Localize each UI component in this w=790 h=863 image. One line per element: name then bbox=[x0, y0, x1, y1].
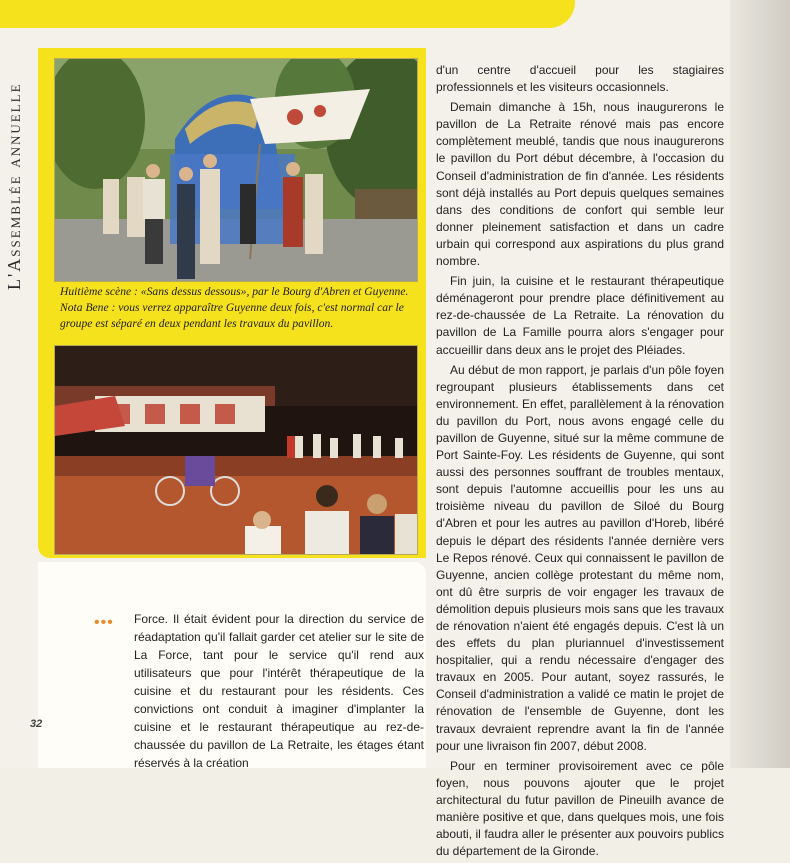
section-title: L'Assemblée annuelle bbox=[4, 82, 24, 290]
left-column-text bbox=[134, 610, 424, 772]
decorative-dots: ••• bbox=[94, 614, 114, 631]
top-yellow-band bbox=[0, 0, 575, 28]
right-paragraph-3: Fin juin, la cuisine et le restaurant thérapeutique déménageront pour prendre place définitivement au rez-de-chaussée de La Retraite. La rénovation du pavillon de La Famille pourra alors s'engager pour accueillir dans deux ans le projet des Pléiades. bbox=[436, 274, 724, 357]
right-column-text bbox=[436, 62, 724, 863]
caption-note: Nota Bene : vous verrez apparaître Guyenne deux fois, c'est normal car le groupe est séparé en deux pendant les travaux du pavillon. bbox=[60, 301, 404, 330]
photo-stage-performance bbox=[54, 345, 418, 555]
photo-caption bbox=[60, 284, 420, 332]
page-number: 32 bbox=[30, 718, 43, 730]
caption-scene: Huitième scène : «Sans dessus dessous», par le Bourg d'Abren et Guyenne. bbox=[60, 285, 409, 298]
right-paragraph-2: Demain dimanche à 15h, nous inaugurerons le pavillon de La Retraite rénové mais pas encore complètement meublé, tandis que nous inaugurerons le pavillon du Port début décembre, à l'occasion du Conseil d'administration de fin d'année. Les résidents sont déjà installés au Port depuis quelques semaines dans des conditions de confort qui semble leur donner pleinement satisfaction et dans un cadre urbain qui correspond aux aspirations du plus grand nombre. bbox=[436, 100, 724, 269]
left-paragraph: Force. Il était évident pour la direction du service de réadaptation qu'il fallait garder cet atelier sur le site de La Force, tant pour le service qu'il rend aux utilisateurs que pour l'intérêt thérapeutique de la cuisine et du restaurant pour les résidents. Ces convictions ont conduit à imaginer d'implanter la cuisine et le restaurant thérapeutique au rez-de-chaussée du pavillon de La Retraite, les étages étant réservés à la création bbox=[134, 612, 424, 770]
right-paragraph-5: Pour en terminer provisoirement avec ce pôle foyen, nous pouvons ajouter que le projet architectural du futur pavillon de Pineuilh avance de manière positive et que, dans quelques mois, une fois abouti, il faudra aller le présenter aux pouvoirs publics du département de la Gironde. bbox=[436, 758, 724, 859]
right-paragraph-1: d'un centre d'accueil pour les stagiaires professionnels et les visiteurs occasionnels. bbox=[436, 63, 724, 95]
right-paragraph-4: Au début de mon rapport, je parlais d'un pôle foyen regroupant plusieurs établissements dans cet environnement. En effet, parallèlement à la rénovation du pavillon du Port, nous avons engagé celle du pavillon de Guyenne, situé sur la même commune de Port Sainte-Foy. Les résidents de Guyenne, qui sont aussi des personnes souffrant de troubles mentaux, sont depuis l'automne accueillis pour les uns au troisième niveau du pavillon de Siloé du Bourg d'Abren et pour les autres au pavillon d'Horeb, libéré depuis le départ des résidents l'année dernière vers Le Repos rénové. Ceux qui connaissent le pavillon de Guyenne, ancien collège protestant du même nom, ont dû être surpris de voir engager les travaux de démolition depuis plusieurs mois sans que les travaux de rénovation n'aient été engagés depuis. C'est là un des effets du plan pluriannuel d'investissement hospitalier, qui a rendu nécessaire d'engager des travaux en 2005. Pour autant, soyez rassurés, le Conseil d'administration a validé ce matin le projet de rénovation de l'ensemble de Guyenne, dont les travaux devraient reprendre avant la fin de l'année pour une livraison fin 2007, début 2008. bbox=[436, 362, 724, 753]
photo-outdoor-parade bbox=[54, 58, 418, 282]
next-page-edge bbox=[730, 0, 790, 768]
